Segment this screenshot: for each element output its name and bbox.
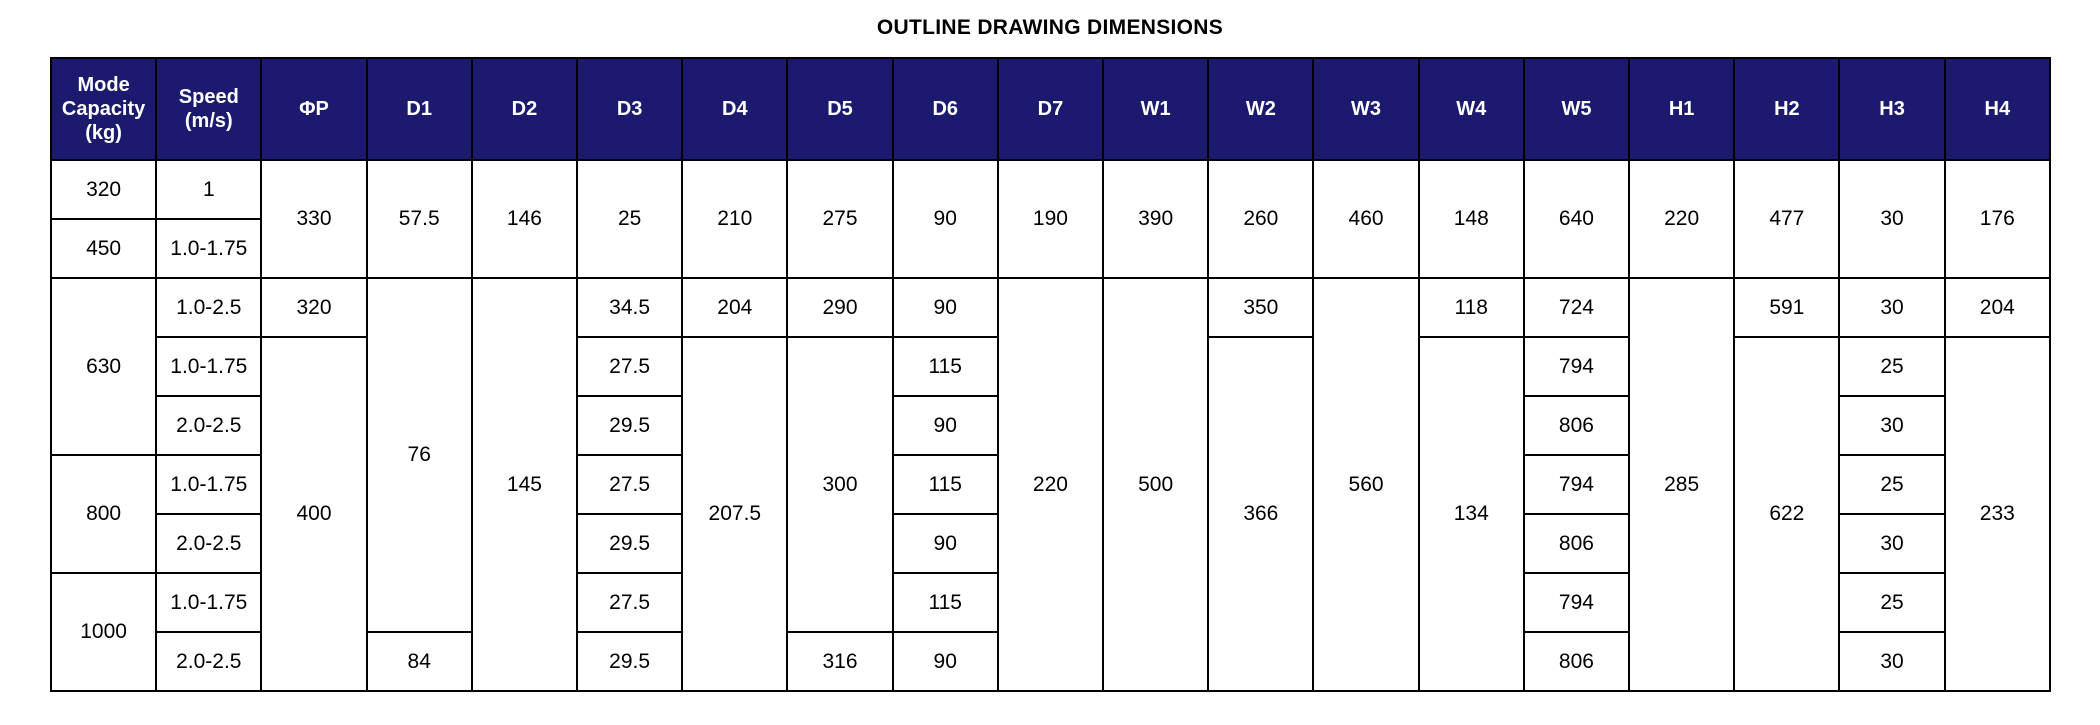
table-cell: 146 xyxy=(472,160,577,278)
table-cell: 204 xyxy=(682,278,787,337)
table-cell: 560 xyxy=(1313,278,1418,691)
header-d1: D1 xyxy=(367,58,472,160)
table-cell: 366 xyxy=(1208,337,1313,691)
header-w4: W4 xyxy=(1419,58,1524,160)
table-cell: 724 xyxy=(1524,278,1629,337)
header-phip: ΦP xyxy=(261,58,366,160)
table-cell: 190 xyxy=(998,160,1103,278)
table-cell: 30 xyxy=(1839,514,1944,573)
header-d5: D5 xyxy=(787,58,892,160)
table-cell: 233 xyxy=(1945,337,2050,691)
table-cell: 220 xyxy=(1629,160,1734,278)
table-row xyxy=(51,160,2050,219)
table-cell: 115 xyxy=(893,573,998,632)
header-h3: H3 xyxy=(1839,58,1944,160)
table-cell: 90 xyxy=(893,396,998,455)
table-cell: 27.5 xyxy=(577,337,682,396)
table-cell: 390 xyxy=(1103,160,1208,278)
header-h2: H2 xyxy=(1734,58,1839,160)
table-cell: 2.0-2.5 xyxy=(156,396,261,455)
page-title: OUTLINE DRAWING DIMENSIONS xyxy=(876,16,1224,39)
table-cell: 90 xyxy=(893,632,998,691)
table-cell: 29.5 xyxy=(577,514,682,573)
table-cell: 115 xyxy=(893,455,998,514)
table-cell: 800 xyxy=(51,455,156,573)
header-d6: D6 xyxy=(893,58,998,160)
table-cell: 34.5 xyxy=(577,278,682,337)
header-w1: W1 xyxy=(1103,58,1208,160)
header-d4: D4 xyxy=(682,58,787,160)
table-cell: 1000 xyxy=(51,573,156,691)
table-cell: 806 xyxy=(1524,514,1629,573)
table-cell: 1.0-2.5 xyxy=(156,278,261,337)
table-cell: 145 xyxy=(472,278,577,691)
table-cell: 29.5 xyxy=(577,396,682,455)
table-cell: 27.5 xyxy=(577,455,682,514)
table-cell: 300 xyxy=(787,337,892,632)
table-cell: 806 xyxy=(1524,396,1629,455)
table-cell: 2.0-2.5 xyxy=(156,632,261,691)
table-cell: 794 xyxy=(1524,573,1629,632)
table-cell: 25 xyxy=(1839,337,1944,396)
table-cell: 148 xyxy=(1419,160,1524,278)
table-cell: 27.5 xyxy=(577,573,682,632)
table-cell: 30 xyxy=(1839,160,1944,278)
table-cell: 1.0-1.75 xyxy=(156,573,261,632)
table-cell: 210 xyxy=(682,160,787,278)
table-cell: 25 xyxy=(577,160,682,278)
table-cell: 76 xyxy=(367,278,472,632)
table-cell: 220 xyxy=(998,278,1103,691)
table-cell: 118 xyxy=(1419,278,1524,337)
table-row xyxy=(51,278,2050,337)
table-cell: 204 xyxy=(1945,278,2050,337)
table-cell: 84 xyxy=(367,632,472,691)
table-cell: 134 xyxy=(1419,337,1524,691)
table-cell: 30 xyxy=(1839,278,1944,337)
table-cell: 207.5 xyxy=(682,337,787,691)
header-h1: H1 xyxy=(1629,58,1734,160)
table-cell: 29.5 xyxy=(577,632,682,691)
table-cell: 630 xyxy=(51,278,156,455)
table-cell: 2.0-2.5 xyxy=(156,514,261,573)
table-cell: 25 xyxy=(1839,573,1944,632)
table-cell: 260 xyxy=(1208,160,1313,278)
dimensions-table xyxy=(50,57,2051,692)
table-cell: 806 xyxy=(1524,632,1629,691)
table-cell: 1.0-1.75 xyxy=(156,337,261,396)
table-cell: 30 xyxy=(1839,632,1944,691)
header-w5: W5 xyxy=(1524,58,1629,160)
table-cell: 1.0-1.75 xyxy=(156,219,261,278)
table-cell: 25 xyxy=(1839,455,1944,514)
table-cell: 640 xyxy=(1524,160,1629,278)
header-d2: D2 xyxy=(472,58,577,160)
table-cell: 500 xyxy=(1103,278,1208,691)
table-cell: 1.0-1.75 xyxy=(156,455,261,514)
header-row xyxy=(51,58,2050,160)
table-cell: 591 xyxy=(1734,278,1839,337)
table-cell: 57.5 xyxy=(367,160,472,278)
table-cell: 1 xyxy=(156,160,261,219)
header-w2: W2 xyxy=(1208,58,1313,160)
table-cell: 622 xyxy=(1734,337,1839,691)
table-cell: 330 xyxy=(261,160,366,278)
table-cell: 320 xyxy=(51,160,156,219)
table-cell: 400 xyxy=(261,337,366,691)
header-h4: H4 xyxy=(1945,58,2050,160)
table-cell: 30 xyxy=(1839,396,1944,455)
table-cell: 460 xyxy=(1313,160,1418,278)
table-cell: 176 xyxy=(1945,160,2050,278)
table-cell: 794 xyxy=(1524,337,1629,396)
table-cell: 285 xyxy=(1629,278,1734,691)
table-cell: 794 xyxy=(1524,455,1629,514)
header-d7: D7 xyxy=(998,58,1103,160)
header-capacity: Mode Capacity (kg) xyxy=(51,58,156,160)
table-cell: 316 xyxy=(787,632,892,691)
header-w3: W3 xyxy=(1313,58,1418,160)
table-cell: 320 xyxy=(261,278,366,337)
table-cell: 90 xyxy=(893,160,998,278)
table-cell: 350 xyxy=(1208,278,1313,337)
header-d3: D3 xyxy=(577,58,682,160)
table-cell: 450 xyxy=(51,219,156,278)
table-cell: 90 xyxy=(893,514,998,573)
table-cell: 477 xyxy=(1734,160,1839,278)
table-cell: 275 xyxy=(787,160,892,278)
table-cell: 90 xyxy=(893,278,998,337)
table-cell: 290 xyxy=(787,278,892,337)
header-speed: Speed (m/s) xyxy=(156,58,261,160)
table-cell: 115 xyxy=(893,337,998,396)
